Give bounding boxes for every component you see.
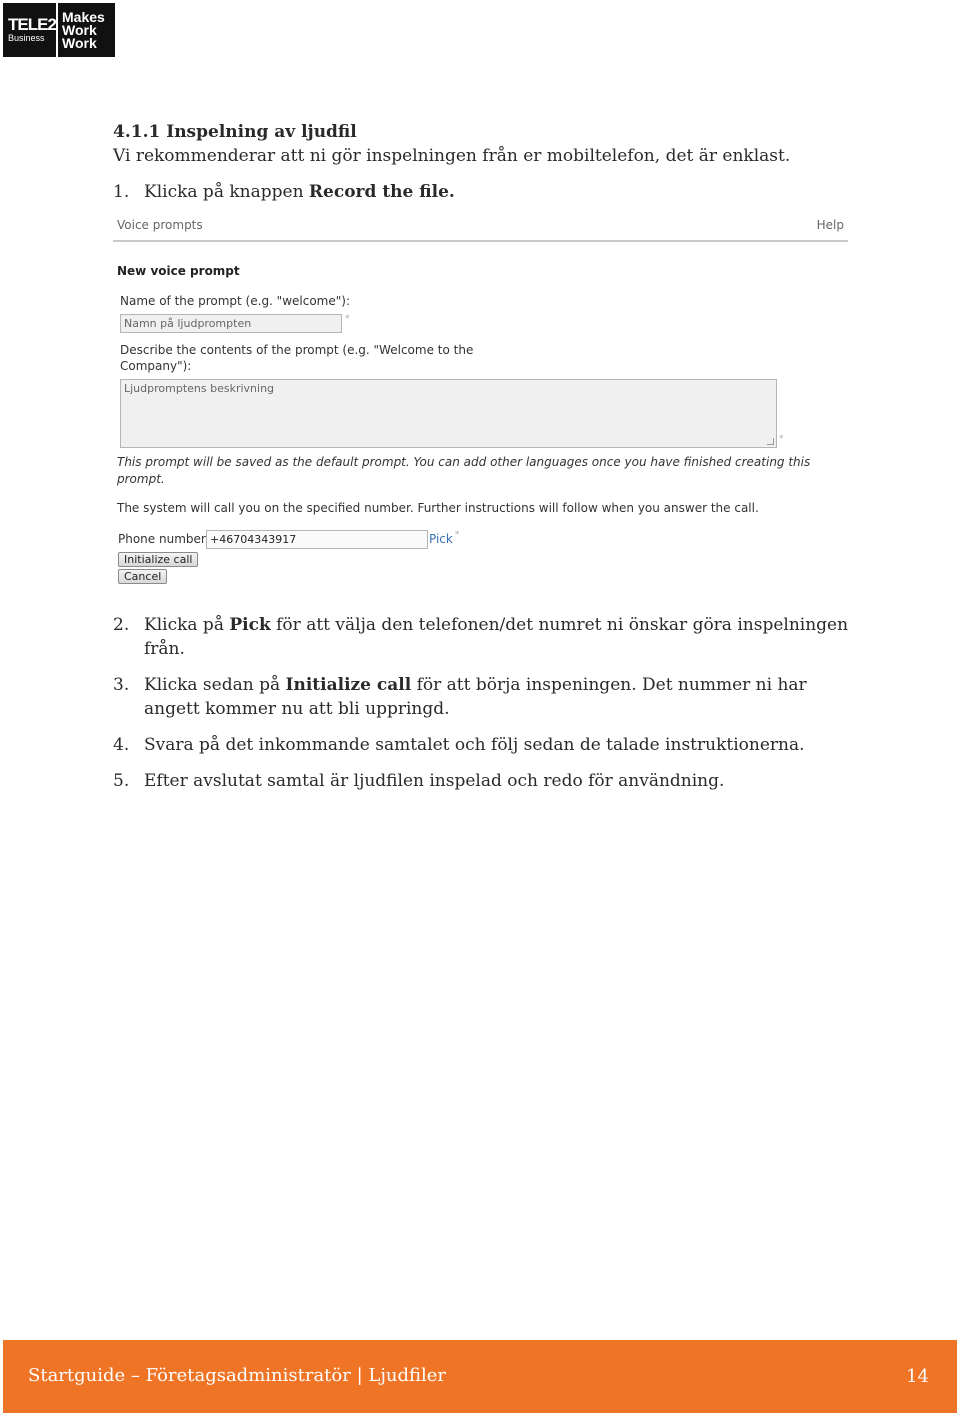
logo-tagline (58, 3, 115, 57)
prompt-desc-label-2: Company"): (120, 359, 192, 373)
step-text: Klicka sedan på Initialize call för att börja inspeningen. Det nummer ni har angett kommer nu att bli uppringd. (144, 675, 807, 719)
required-mark: * (345, 314, 350, 324)
logo-brand (3, 3, 56, 57)
step-number: 4. (113, 735, 130, 755)
intro-text: Vi rekommenderar att ni gör inspelningen från er mobiltelefon, det är enklast. (113, 146, 791, 166)
step-number: 2. (113, 615, 130, 635)
prompt-desc-placeholder: Ljudpromptens beskrivning (124, 382, 275, 395)
header-divider (113, 240, 848, 242)
resize-grip-icon[interactable] (767, 438, 774, 445)
initialize-call-button[interactable]: Initialize call (118, 552, 198, 567)
phone-number-label: Phone number (118, 532, 206, 546)
tele2-logo (3, 3, 115, 57)
phone-number-input[interactable]: +46704343917 (206, 530, 428, 549)
footer-title: Startguide – Företagsadministratör | Ljudfiler (28, 1365, 447, 1386)
prompt-name-input[interactable]: Namn på ljudprompten (120, 314, 342, 333)
required-mark: * (779, 434, 784, 444)
page-number: 14 (906, 1366, 929, 1387)
new-voice-prompt-title: New voice prompt (117, 264, 240, 278)
step-number: 5. (113, 771, 130, 791)
step-1 (113, 180, 853, 204)
prompt-name-label: Name of the prompt (e.g. "welcome"): (120, 294, 350, 308)
logo-brand-name: TELE2 (8, 15, 56, 34)
voice-prompts-header: Voice prompts (117, 218, 203, 232)
step-text: Klicka på Pick för att välja den telefonen/det numret ni önskar göra inspelningen från. (144, 615, 849, 659)
system-call-note: The system will call you on the specified number. Further instructions will follow when you answer the call. (117, 501, 759, 515)
step-3 (113, 673, 853, 721)
logo-tagline-line: Work (62, 34, 97, 51)
step-text: Svara på det inkommande samtalet och följ sedan de talade instruktionerna. (144, 735, 805, 755)
section-heading: 4.1.1 Inspelning av ljudfil (113, 122, 357, 142)
step-5 (113, 769, 853, 793)
logo-tagline-line: Work (62, 21, 97, 38)
help-link[interactable]: Help (816, 218, 844, 232)
logo-brand-sub: Business (8, 33, 45, 43)
voice-prompt-screenshot (113, 212, 848, 592)
prompt-desc-textarea[interactable] (120, 379, 777, 448)
default-prompt-note: This prompt will be saved as the default prompt. You can add other languages once you have finished creating this prompt. (117, 455, 811, 486)
step-4 (113, 733, 853, 757)
step-number: 1. (113, 182, 130, 202)
logo-tagline-line: Makes (62, 8, 105, 25)
cancel-button[interactable]: Cancel (118, 569, 167, 584)
step-2 (113, 613, 853, 661)
pick-link[interactable]: Pick (429, 532, 453, 546)
step-text: Efter avslutat samtal är ljudfilen inspelad och redo för användning. (144, 771, 725, 791)
prompt-desc-label-1: Describe the contents of the prompt (e.g. "Welcome to the (120, 343, 474, 357)
step-text: Klicka på knappen Record the file. (144, 182, 455, 202)
required-mark: * (455, 530, 460, 540)
page-footer (3, 1340, 957, 1413)
step-number: 3. (113, 675, 130, 695)
